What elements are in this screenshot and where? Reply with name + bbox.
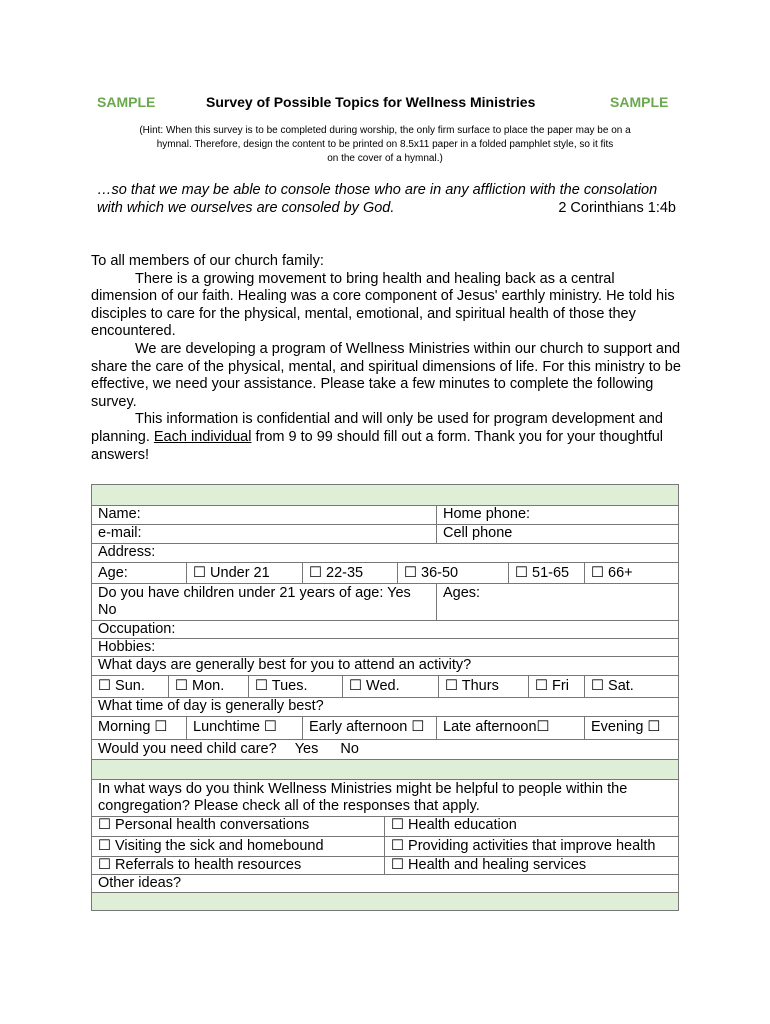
email-row xyxy=(92,524,678,543)
options-row xyxy=(92,856,678,874)
letter-paragraph xyxy=(91,411,683,464)
childcare-no-option[interactable]: No xyxy=(340,741,359,757)
hobbies-row xyxy=(92,638,678,656)
children-question[interactable] xyxy=(92,584,436,620)
day-sunday-checkbox[interactable]: ☐ Sun. xyxy=(98,678,145,694)
childcare-question-text: Would you need child care? xyxy=(98,741,277,757)
options-row xyxy=(92,816,678,836)
times-row xyxy=(92,716,678,739)
day-thursday-checkbox[interactable]: ☐ Thurs xyxy=(438,676,528,697)
name-field[interactable]: Name: xyxy=(98,506,141,522)
form-separator-band xyxy=(92,759,678,779)
ways-question-line: congregation? Please check all of the responses that apply. xyxy=(98,798,480,814)
letter-greeting: To all members of our church family: xyxy=(91,253,324,269)
age-36-50-checkbox[interactable]: ☐ 36-50 xyxy=(397,563,508,583)
children-question-no: No xyxy=(98,602,117,618)
hobbies-field[interactable]: Hobbies: xyxy=(98,639,156,655)
time-late-afternoon-checkbox[interactable]: Late afternoon☐ xyxy=(436,717,584,739)
name-row xyxy=(92,505,678,524)
option-health-education-checkbox[interactable]: ☐ Health education xyxy=(384,817,678,836)
days-question-row xyxy=(92,656,678,675)
hint-line: (Hint: When this survey is to be completed during worship, the only firm surface to place the paper may be on a xyxy=(139,125,631,136)
day-tuesday-checkbox[interactable]: ☐ Tues. xyxy=(248,676,342,697)
form-footer-band xyxy=(92,892,678,910)
children-ages-field[interactable]: Ages: xyxy=(436,584,678,620)
intro-letter xyxy=(91,253,683,464)
children-question-text: Do you have children under 21 years of age: Yes xyxy=(98,585,411,601)
other-ideas-field[interactable]: Other ideas? xyxy=(98,875,182,891)
age-row xyxy=(92,562,678,583)
age-label: Age: xyxy=(98,565,128,581)
options-row xyxy=(92,836,678,856)
day-friday-checkbox[interactable]: ☐ Fri xyxy=(528,676,584,697)
hint-line: hymnal. Therefore, design the content to be printed on 8.5x11 paper in a folded pamphlet style, so it fits xyxy=(156,139,614,150)
option-referrals-checkbox[interactable]: ☐ Referrals to health resources xyxy=(98,857,302,873)
age-51-65-checkbox[interactable]: ☐ 51-65 xyxy=(508,563,584,583)
day-monday-checkbox[interactable]: ☐ Mon. xyxy=(168,676,248,697)
option-activities-checkbox[interactable]: ☐ Providing activities that improve health xyxy=(384,837,678,856)
time-question-row xyxy=(92,697,678,716)
other-ideas-row xyxy=(92,874,678,892)
days-question: What days are generally best for you to attend an activity? xyxy=(98,657,472,673)
days-row xyxy=(92,675,678,697)
sample-label-right: SAMPLE xyxy=(610,94,669,110)
time-lunchtime-checkbox[interactable]: Lunchtime ☐ xyxy=(186,717,302,739)
hint-note xyxy=(95,124,675,166)
option-visiting-sick-checkbox[interactable]: ☐ Visiting the sick and homebound xyxy=(98,838,324,854)
verse-line: …so that we may be able to console those who are in any affliction with the consolation xyxy=(97,182,658,198)
ways-question xyxy=(92,780,678,816)
verse-reference: 2 Corinthians 1:4b xyxy=(558,200,676,216)
scripture-verse xyxy=(97,181,682,217)
verse-line: with which we ourselves are consoled by God. xyxy=(97,200,395,216)
time-evening-checkbox[interactable]: Evening ☐ xyxy=(584,717,678,739)
each-individual-emphasis: Each individual xyxy=(153,428,252,445)
occupation-row xyxy=(92,620,678,638)
letter-text: from 9 to 99 should fill out a form. Thank you for your thoughtful answers! xyxy=(91,428,664,463)
letter-paragraph: We are developing a program of Wellness Ministries within our church to support and share the care of the physical, mental, and spiritual dimensions of life. For this ministry to be effective, we need your assistance. Please take a few minutes to complete the following survey. xyxy=(91,340,681,410)
age-22-35-checkbox[interactable]: ☐ 22-35 xyxy=(302,563,397,583)
home-phone-field[interactable]: Home phone: xyxy=(436,506,678,524)
day-saturday-checkbox[interactable]: ☐ Sat. xyxy=(584,676,678,697)
survey-title: Survey of Possible Topics for Wellness Ministries xyxy=(206,94,536,110)
children-row xyxy=(92,583,678,620)
time-morning-checkbox[interactable]: Morning ☐ xyxy=(98,719,168,735)
childcare-row xyxy=(92,739,678,759)
form-header-band xyxy=(92,485,678,505)
address-row xyxy=(92,543,678,562)
letter-paragraph: There is a growing movement to bring health and healing back as a central dimension of our faith. Healing was a core component of Jesus' earthly ministry. He told his disciples to care for the physical, mental, emotional, and spiritual health of those they encountered. xyxy=(91,270,675,340)
email-field[interactable]: e-mail: xyxy=(98,525,142,541)
ways-question-line: In what ways do you think Wellness Ministries might be helpful to people within the xyxy=(98,781,628,797)
option-personal-health-checkbox[interactable]: ☐ Personal health conversations xyxy=(98,817,310,833)
letter-text: This information is confidential and will only be used for program development and planning. xyxy=(91,411,663,445)
childcare-yes-option[interactable]: Yes xyxy=(294,741,319,757)
option-healing-services-checkbox[interactable]: ☐ Health and healing services xyxy=(384,857,678,874)
survey-form xyxy=(91,484,679,911)
ways-question-row xyxy=(92,779,678,816)
sample-label-left: SAMPLE xyxy=(97,94,156,110)
time-early-afternoon-checkbox[interactable]: Early afternoon ☐ xyxy=(302,717,436,739)
hint-line: on the cover of a hymnal.) xyxy=(327,153,443,164)
cell-phone-field[interactable]: Cell phone xyxy=(436,525,678,543)
age-66-plus-checkbox[interactable]: ☐ 66+ xyxy=(584,563,678,583)
day-wednesday-checkbox[interactable]: ☐ Wed. xyxy=(342,676,438,697)
occupation-field[interactable]: Occupation: xyxy=(98,621,176,637)
age-under-21-checkbox[interactable]: ☐ Under 21 xyxy=(186,563,302,583)
address-field[interactable]: Address: xyxy=(98,544,156,560)
time-question: What time of day is generally best? xyxy=(98,698,324,714)
childcare-question xyxy=(92,740,678,759)
